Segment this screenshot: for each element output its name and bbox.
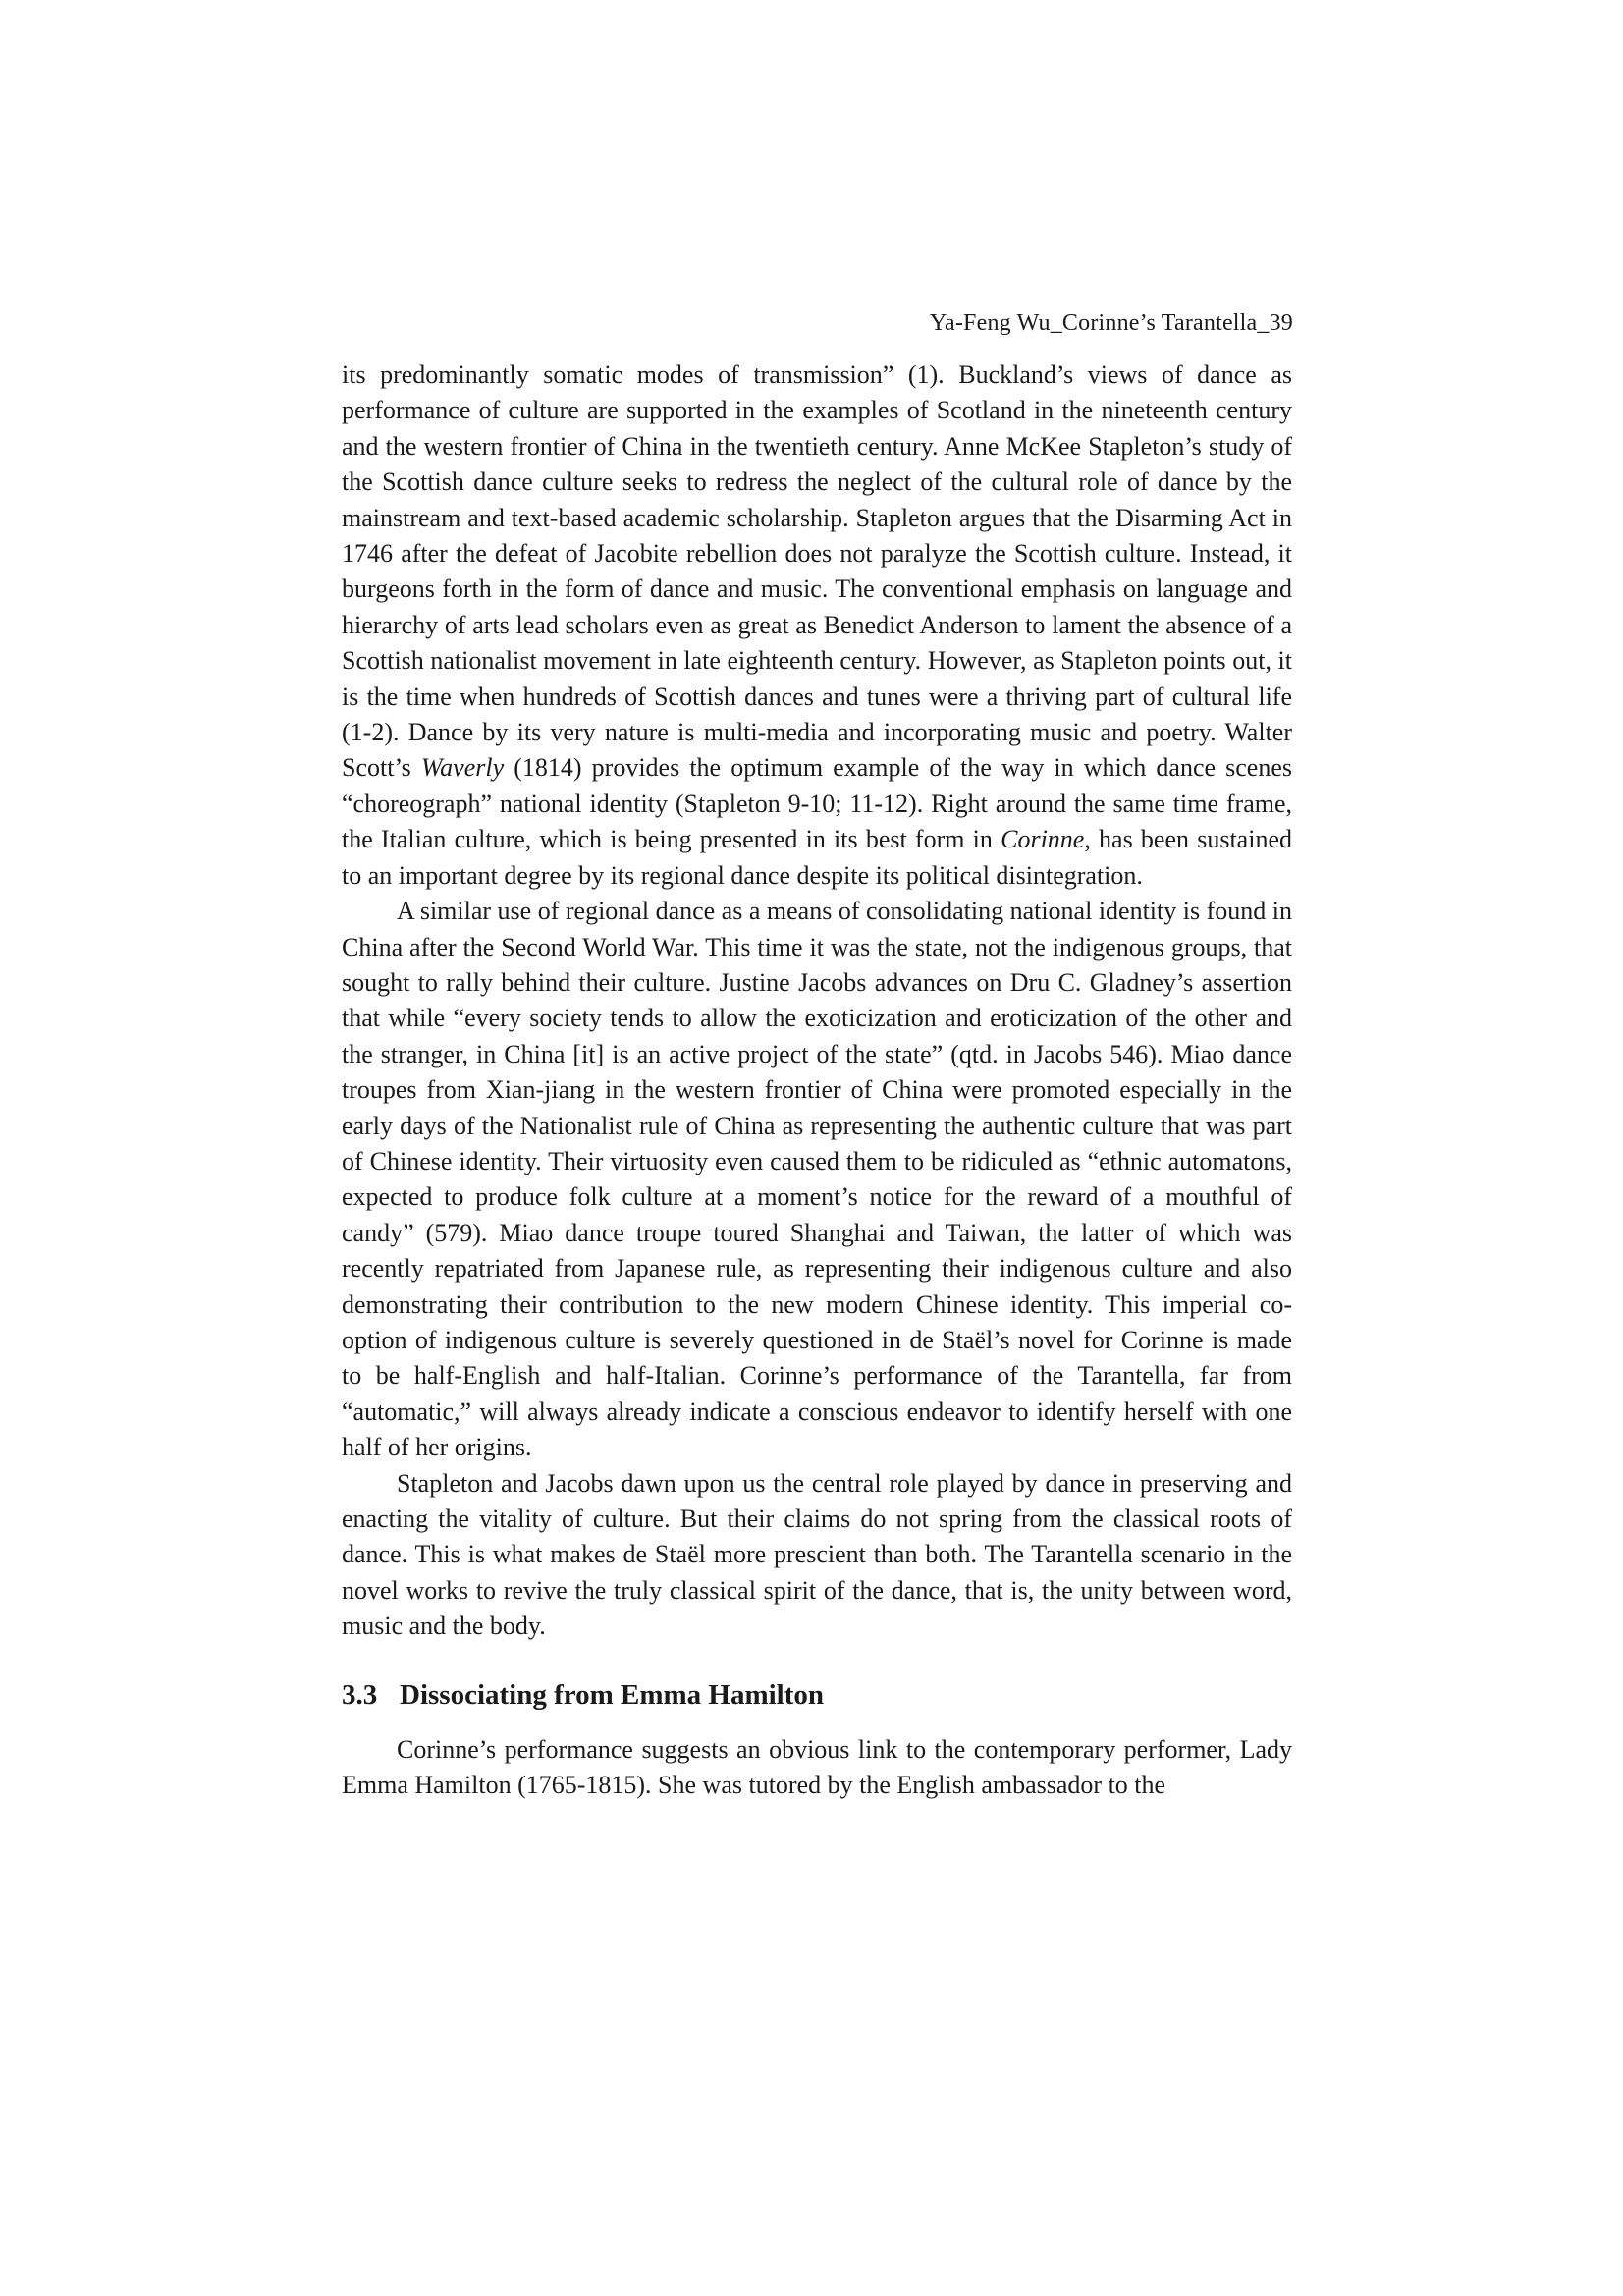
work-title-waverly: Waverly: [420, 753, 505, 783]
running-header: Ya-Feng Wu_Corinne’s Tarantella_39: [929, 310, 1293, 336]
section-heading: [342, 1677, 1292, 1713]
paragraph-1-text-b: (1814) provides the optimum example of the way in which dance scenes “choreograph” national identity (Stapleton 9-10; 11-12). Right around the same time frame, the Italian culture, which is being presented in its best form in: [342, 753, 1292, 854]
paragraph-1-text-a: its predominantly somatic modes of transmission” (1). Buckland’s views of dance as performance of culture are supported in the examples of Scotland in the nineteenth century and the western frontier of China in the twentieth century. Anne McKee Stapleton’s study of the Scottish dance culture seeks to redress the neglect of the cultural role of dance by the mainstream and text-based academic scholarship. Stapleton argues that the Disarming Act in 1746 after the defeat of Jacobite rebellion does not paralyze the Scottish culture. Instead, it burgeons forth in the form of dance and music. The conventional emphasis on language and hierarchy of arts lead scholars even as great as Benedict Anderson to lament the absence of a Scottish nationalist movement in late eighteenth century. However, as Stapleton points out, it is the time when hundreds of Scottish dances and tunes were a thriving part of cultural life (1-2). Dance by its very nature is multi-media and incorporating music and poetry. Walter Scott’s: [342, 360, 1292, 783]
paragraph-1-text-c: , has been sustained to an important degree by its regional dance despite its political disintegration.: [342, 825, 1292, 890]
body-text: [342, 357, 1292, 1803]
work-title-corinne: Corinne: [1001, 825, 1085, 854]
paragraph-1: [342, 357, 1292, 894]
paragraph-4: Corinne’s performance suggests an obvious link to the contemporary performer, Lady Emma Hamilton (1765-1815). She was tutored by the English ambassador to the: [342, 1734, 1292, 1800]
section-title: Dissociating from Emma Hamilton: [400, 1678, 825, 1711]
section-number: 3.3: [342, 1678, 378, 1711]
paragraph-3: Stapleton and Jacobs dawn upon us the central role played by dance in preserving and enacting the vitality of culture. But their claims do not spring from the classical roots of dance. This is what makes de Staël more prescient than both. The Tarantella scenario in the novel works to revive the truly classical spirit of the dance, that is, the unity between word, music and the body.: [342, 1468, 1292, 1641]
paragraph-2: A similar use of regional dance as a means of consolidating national identity is found in China after the Second World War. This time it was the state, not the indigenous groups, that sought to rally behind their culture. Justine Jacobs advances on Dru C. Gladney’s assertion that while “every society tends to allow the exoticization and eroticization of the other and the stranger, in China [it] is an active project of the state” (qtd. in Jacobs 546). Miao dance troupes from Xian-jiang in the western frontier of China were promoted especially in the early days of the Nationalist rule of China as representing the authentic culture that was part of Chinese identity. Their virtuosity even caused them to be ridiculed as “ethnic automatons, expected to produce folk culture at a moment’s notice for the reward of a mouthful of candy” (579). Miao dance troupe toured Shanghai and Taiwan, the latter of which was recently repatriated from Japanese rule, as representing their indigenous culture and also demonstrating their contribution to the new modern Chinese identity. This imperial co-option of indigenous culture is severely questioned in de Staël’s novel for Corinne is made to be half-English and half-Italian. Corinne’s performance of the Tarantella, far from “automatic,” will always already indicate a conscious endeavor to identify herself with one half of her origins.: [342, 897, 1292, 1462]
